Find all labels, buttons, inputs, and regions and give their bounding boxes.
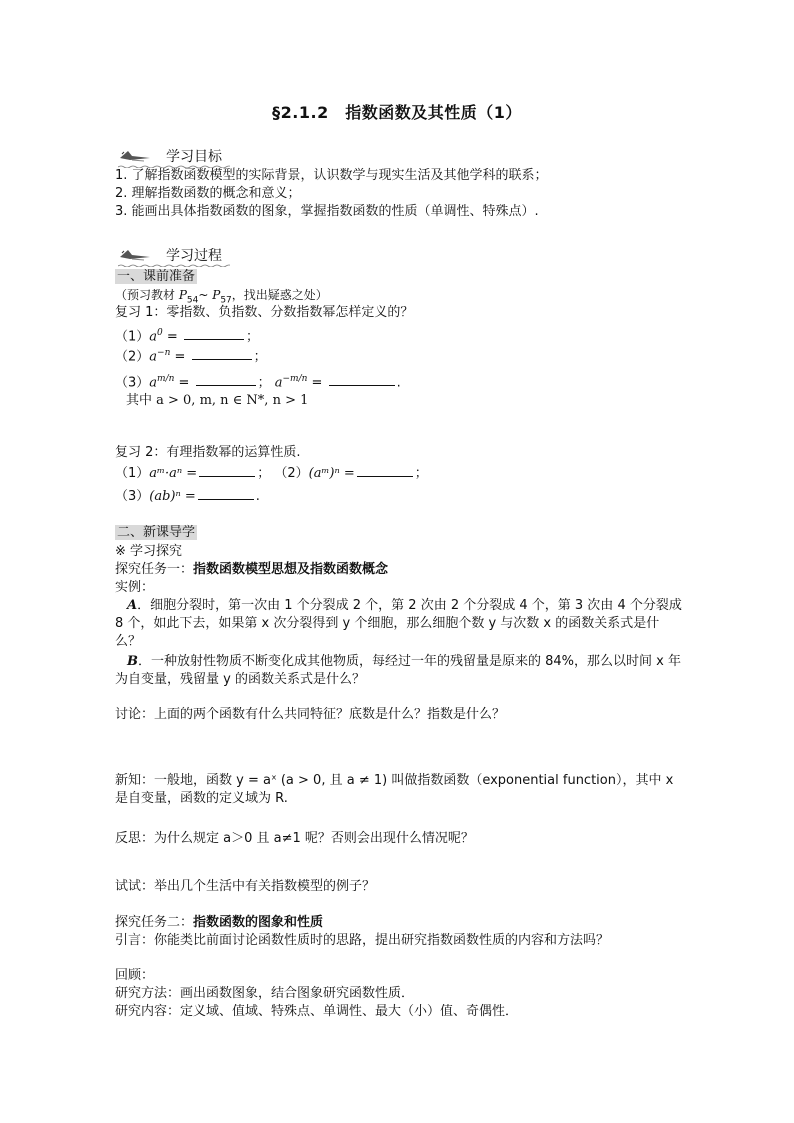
- review-2-item-1-2: （1）aᵐ·aⁿ = ； （2）(aᵐ)ⁿ = ；: [115, 466, 428, 481]
- goal-item-1: 1. 了解指数函数模型的实际背景，认识数学与现实生活及其他学科的联系；: [115, 168, 548, 183]
- new-knowledge: 新知：一般地，函数 y = aˣ (a > 0, 且 a ≠ 1) 叫做指数函数（exponential function），其中 x 是自变量，函数的定义域为 R.: [115, 773, 674, 806]
- pen-icon: [118, 148, 158, 164]
- answer-blank[interactable]: [198, 487, 254, 500]
- answer-blank[interactable]: [184, 327, 244, 340]
- reflection: 反思：为什么规定 a＞0 且 a≠1 呢？否则会出现什么情况呢？: [115, 831, 474, 846]
- process-header-label: 学习过程: [166, 248, 222, 264]
- section-prep-heading: 一、课前准备: [117, 269, 196, 284]
- answer-blank[interactable]: [357, 464, 413, 477]
- review-2-question: 复习 2：有理指数幂的运算性质.: [115, 445, 301, 460]
- discussion: 讨论：上面的两个函数有什么共同特征？底数是什么？指数是什么？: [115, 707, 506, 722]
- preview-note: （预习教材 $P_{54}\sim$ $P_{57}$，找出疑惑之处）: [115, 288, 328, 306]
- section-new-heading: 二、新课导学: [117, 525, 196, 540]
- answer-blank[interactable]: [199, 464, 255, 477]
- review-1-question: 复习 1：零指数、负指数、分数指数幂怎样定义的？: [115, 305, 414, 320]
- review-1-item-3: $(3)a^{m/n}$ = ； $a^{-m/n}$ = .: [115, 374, 401, 391]
- answer-blank[interactable]: [192, 347, 252, 360]
- goal-item-2: 2. 理解指数函数的概念和意义；: [115, 186, 301, 201]
- page-title: §2.1.2 指数函数及其性质（1）: [272, 103, 522, 122]
- introduction: 引言：你能类比前面讨论函数性质时的思路，提出研究指数函数性质的内容和方法吗？: [115, 933, 610, 948]
- example-label: 实例：: [115, 580, 155, 595]
- review-1-condition: 其中 a > 0, m, n ∈ N*, n > 1: [126, 393, 309, 408]
- research-method: 研究方法：画出函数图象，结合图象研究函数性质．: [115, 986, 415, 1001]
- wavy-underline: [118, 264, 230, 267]
- pen-icon: [118, 247, 158, 263]
- explore-heading: ※ 学习探究: [115, 544, 183, 559]
- answer-blank[interactable]: [196, 373, 256, 386]
- answer-blank[interactable]: [329, 373, 395, 386]
- recall-label: 回顾：: [115, 968, 155, 983]
- try-it: 试试：举出几个生活中有关指数模型的例子？: [115, 879, 376, 894]
- task-2-heading: 探究任务二：指数函数的图象和性质: [115, 915, 324, 930]
- review-1-item-1: $(1)a^0$ = ；: [115, 328, 259, 345]
- review-1-item-2: $(2)a^{-n}$ = ；: [115, 348, 267, 365]
- review-2-item-3: （3）(ab)ⁿ = .: [115, 489, 260, 504]
- research-content: 研究内容：定义域、值域、特殊点、单调性、最大（小）值、奇偶性．: [115, 1004, 519, 1019]
- example-a: A．细胞分裂时，第一次由 1 个分裂成 2 个，第 2 次由 2 个分裂成 4 个，第 3 次由 4 个分裂成 8 个，如此下去，如果第 x 次分裂得到 y 个细胞，那么细胞个数 y 与次数 x 的函数关系式是什么？: [115, 598, 682, 649]
- task-1-heading: 探究任务一：指数函数模型思想及指数函数概念: [115, 562, 389, 577]
- example-b: B．一种放射性物质不断变化成其他物质，每经过一年的残留量是原来的 84%，那么以时间 x 年为自变量，残留量 y 的函数关系式是什么？: [115, 654, 681, 687]
- goal-item-3: 3. 能画出具体指数函数的图象，掌握指数函数的性质（单调性、特殊点）.: [115, 204, 539, 219]
- goals-header-label: 学习目标: [166, 149, 222, 165]
